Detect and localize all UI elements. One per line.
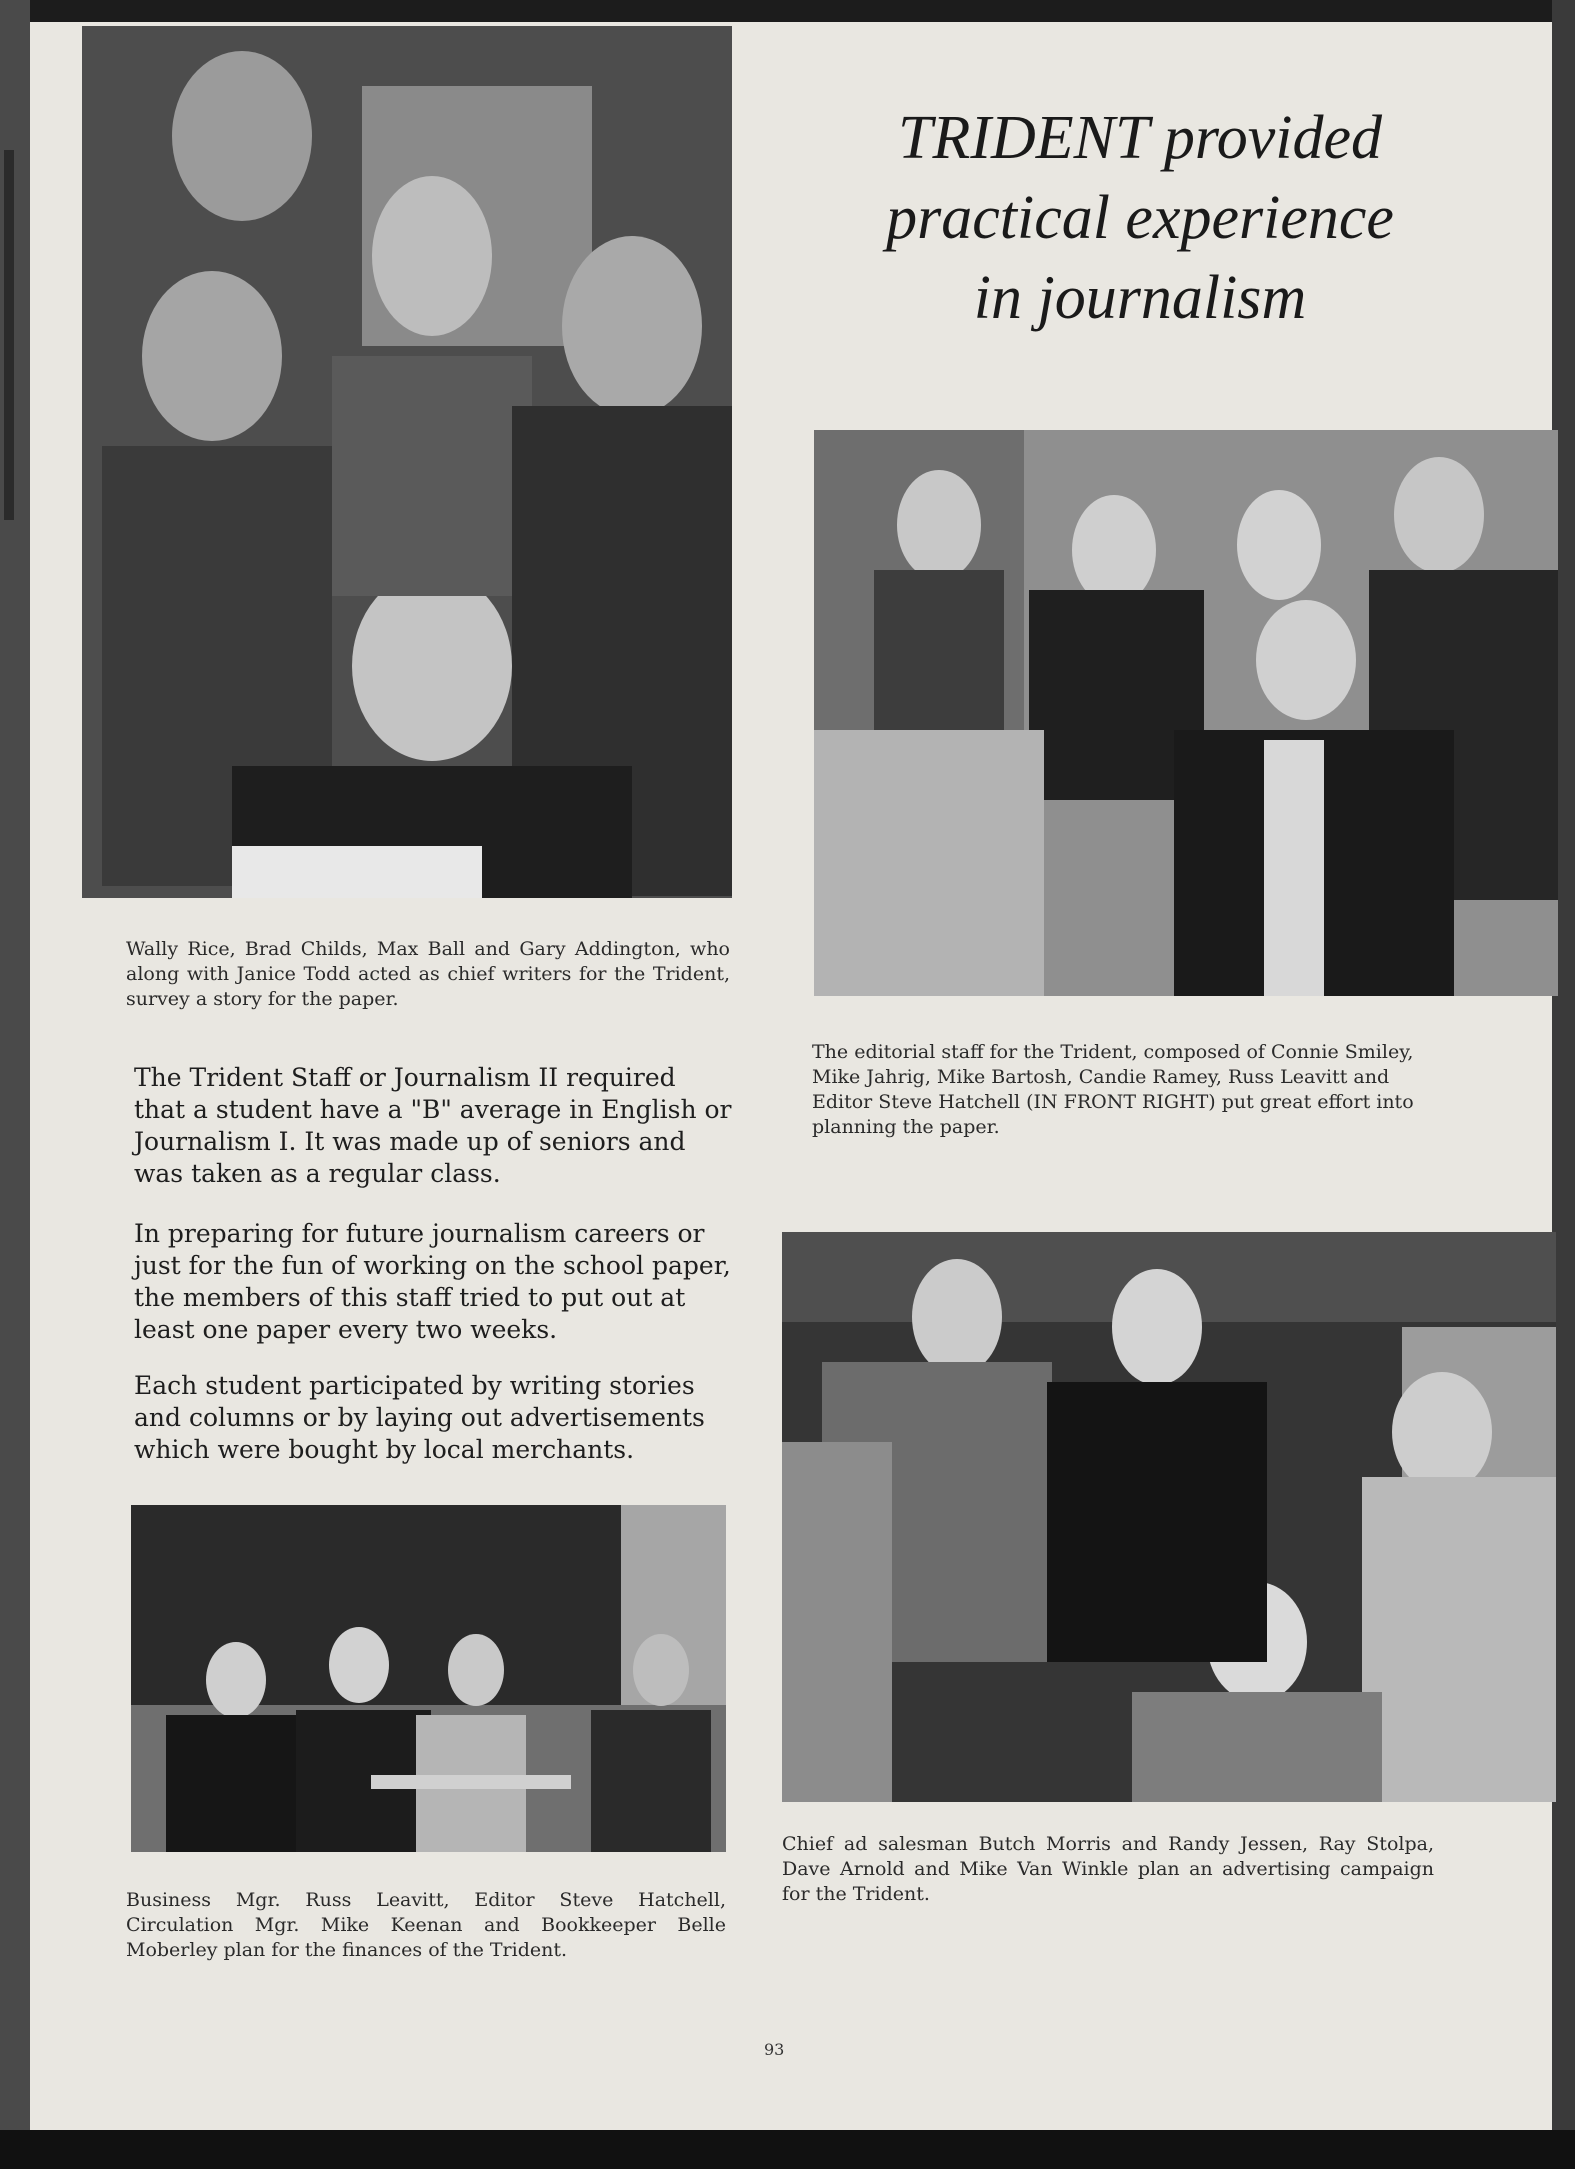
page-number: 93 xyxy=(764,2040,785,2059)
bottom-edge xyxy=(0,2130,1575,2169)
caption-business-staff: Business Mgr. Russ Leavitt, Editor Steve Hatchell, Circulation Mgr. Mike Keenan and Bookkeeper Belle Moberley plan for the finances of the Trident. xyxy=(126,1889,726,1961)
photo-editorial-staff xyxy=(814,430,1558,996)
caption-editorial-staff: The editorial staff for the Trident, composed of Connie Smiley, Mike Jahrig, Mike Bartosh, Candie Ramey, Russ Leavitt and Editor Steve Hatchell (IN FRONT RIGHT) put great effort into planning the paper. xyxy=(812,1041,1414,1138)
caption-ad-salesmen: Chief ad salesman Butch Morris and Randy Jessen, Ray Stolpa, Dave Arnold and Mike Van Winkle plan an advertising campaign for the Trident. xyxy=(782,1833,1434,1905)
title-line: practical experience xyxy=(886,184,1394,252)
photo-business-staff xyxy=(131,1505,726,1852)
photo-ad-salesmen xyxy=(782,1232,1556,1802)
photo-chief-writers xyxy=(82,26,732,898)
body-paragraph: The Trident Staff or Journalism II required that a student have a "B" average in English or Journalism I. It was made up of seniors and was taken as a regular class. xyxy=(134,1063,732,1188)
binding-edge xyxy=(0,0,30,2169)
title-line: in journalism xyxy=(973,264,1307,332)
right-edge xyxy=(1552,0,1575,2169)
title-line: TRIDENT provided xyxy=(898,104,1382,172)
caption-chief-writers: Wally Rice, Brad Childs, Max Ball and Gary Addington, who along with Janice Todd acted as chief writers for the Trident, survey a story for the paper. xyxy=(126,938,730,1010)
binding-stripe xyxy=(4,150,14,520)
body-paragraph: In preparing for future journalism careers or just for the fun of working on the school paper, the members of this staff tried to put out at least one paper every two weeks. xyxy=(134,1219,731,1344)
page-title xyxy=(800,98,1480,338)
body-paragraph: Each student participated by writing stories and columns or by laying out advertisements which were bought by local merchants. xyxy=(134,1371,705,1464)
